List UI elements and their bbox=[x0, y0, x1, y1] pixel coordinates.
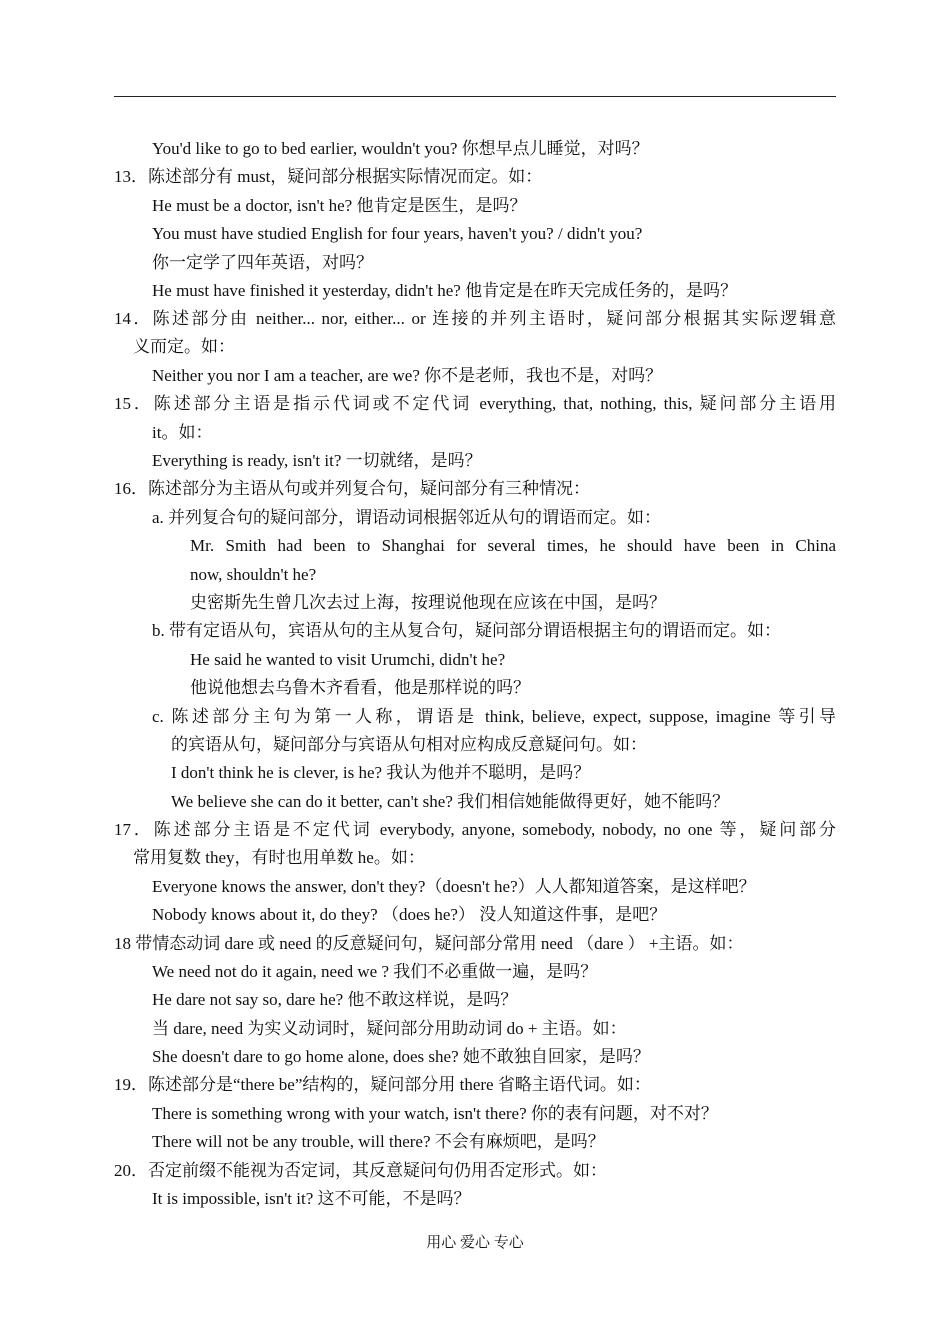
text-line: Everyone knows the answer, don't they?（doesn't he?）人人都知道答案，是这样吧？ bbox=[152, 877, 756, 896]
item-17-heading: 17．陈述部分主语是不定代词 everybody, anyone, somebody, nobody, no one 等，疑问部分 bbox=[114, 820, 836, 839]
item-18-heading: 18 带情态动词 dare 或 need 的反意疑问句，疑问部分常用 need （dare ） +主语。如： bbox=[114, 934, 744, 953]
text-line: Everything is ready, isn't it? 一切就绪，是吗？ bbox=[152, 451, 482, 470]
text-line: He said he wanted to visit Urumchi, didn't he? bbox=[190, 650, 506, 669]
text-line: 你一定学了四年英语，对吗？ bbox=[152, 253, 373, 272]
text-line: We need not do it again, need we ? 我们不必重做一遍，是吗？ bbox=[152, 962, 598, 981]
text-line: 当 dare, need 为实义动词时，疑问部分用助动词 do + 主语。如： bbox=[152, 1019, 627, 1038]
text-line: 义而定。如： bbox=[133, 337, 235, 356]
text-line: He must be a doctor, isn't he? 他肯定是医生，是吗？ bbox=[152, 196, 527, 215]
text-line: You'd like to go to bed earlier, wouldn't you? 你想早点儿睡觉，对吗？ bbox=[152, 139, 649, 158]
subitem-c: c. 陈述部分主句为第一人称，谓语是 think, believe, expect, suppose, imagine 等引导 bbox=[152, 707, 836, 726]
subitem-a: a. 并列复合句的疑问部分，谓语动词根据邻近从句的谓语而定。如： bbox=[152, 508, 662, 527]
text-line: There is something wrong with your watch, isn't there? 你的表有问题，对不对？ bbox=[152, 1104, 718, 1123]
text-line: 史密斯先生曾几次去过上海，按理说他现在应该在中国，是吗？ bbox=[190, 593, 666, 612]
item-15-heading: 15．陈述部分主语是指示代词或不定代词 everything, that, nothing, this, 疑问部分主语用 bbox=[114, 394, 836, 413]
text-line: 的宾语从句，疑问部分与宾语从句相对应构成反意疑问句。如： bbox=[171, 735, 647, 754]
text-line: Nobody knows about it, do they? （does he?） 没人知道这件事，是吧？ bbox=[152, 905, 667, 924]
text-line: It is impossible, isn't it? 这不可能，不是吗？ bbox=[152, 1189, 471, 1208]
text-line: 常用复数 they，有时也用单数 he。如： bbox=[133, 848, 425, 867]
item-16-heading: 16．陈述部分为主语从句或并列复合句，疑问部分有三种情况： bbox=[114, 479, 590, 498]
item-13-heading: 13．陈述部分有 must，疑问部分根据实际情况而定。如： bbox=[114, 167, 543, 186]
text-line: Mr. Smith had been to Shanghai for several times, he should have been in China bbox=[190, 536, 836, 555]
text-line: it。如： bbox=[152, 423, 213, 442]
text-line: 他说他想去乌鲁木齐看看，他是那样说的吗？ bbox=[190, 678, 530, 697]
item-19-heading: 19．陈述部分是“there be”结构的，疑问部分用 there 省略主语代词。如： bbox=[114, 1075, 651, 1094]
text-line: You must have studied English for four years, haven't you? / didn't you? bbox=[152, 224, 643, 243]
text-line: We believe she can do it better, can't she? 我们相信她能做得更好，她不能吗？ bbox=[171, 792, 730, 811]
text-line: He dare not say so, dare he? 他不敢这样说，是吗？ bbox=[152, 990, 518, 1009]
item-20-heading: 20．否定前缀不能视为否定词，其反意疑问句仍用否定形式。如： bbox=[114, 1161, 607, 1180]
text-line: There will not be any trouble, will there? 不会有麻烦吧，是吗？ bbox=[152, 1132, 605, 1151]
text-line: I don't think he is clever, is he? 我认为他并不聪明，是吗？ bbox=[171, 763, 591, 782]
text-line: Neither you nor I am a teacher, are we? 你不是老师，我也不是，对吗？ bbox=[152, 366, 663, 385]
subitem-b: b. 带有定语从句，宾语从句的主从复合句，疑问部分谓语根据主句的谓语而定。如： bbox=[152, 621, 781, 640]
header-rule bbox=[114, 96, 836, 97]
item-14-heading: 14．陈述部分由 neither... nor, either... or 连接的并列主语时，疑问部分根据其实际逻辑意 bbox=[114, 309, 836, 328]
text-line: She doesn't dare to go home alone, does she? 她不敢独自回家，是吗？ bbox=[152, 1047, 650, 1066]
page-footer: 用心 爱心 专心 bbox=[426, 1235, 524, 1251]
text-line: He must have finished it yesterday, didn't he? 他肯定是在昨天完成任务的，是吗？ bbox=[152, 281, 738, 300]
text-line: now, shouldn't he? bbox=[190, 565, 317, 584]
